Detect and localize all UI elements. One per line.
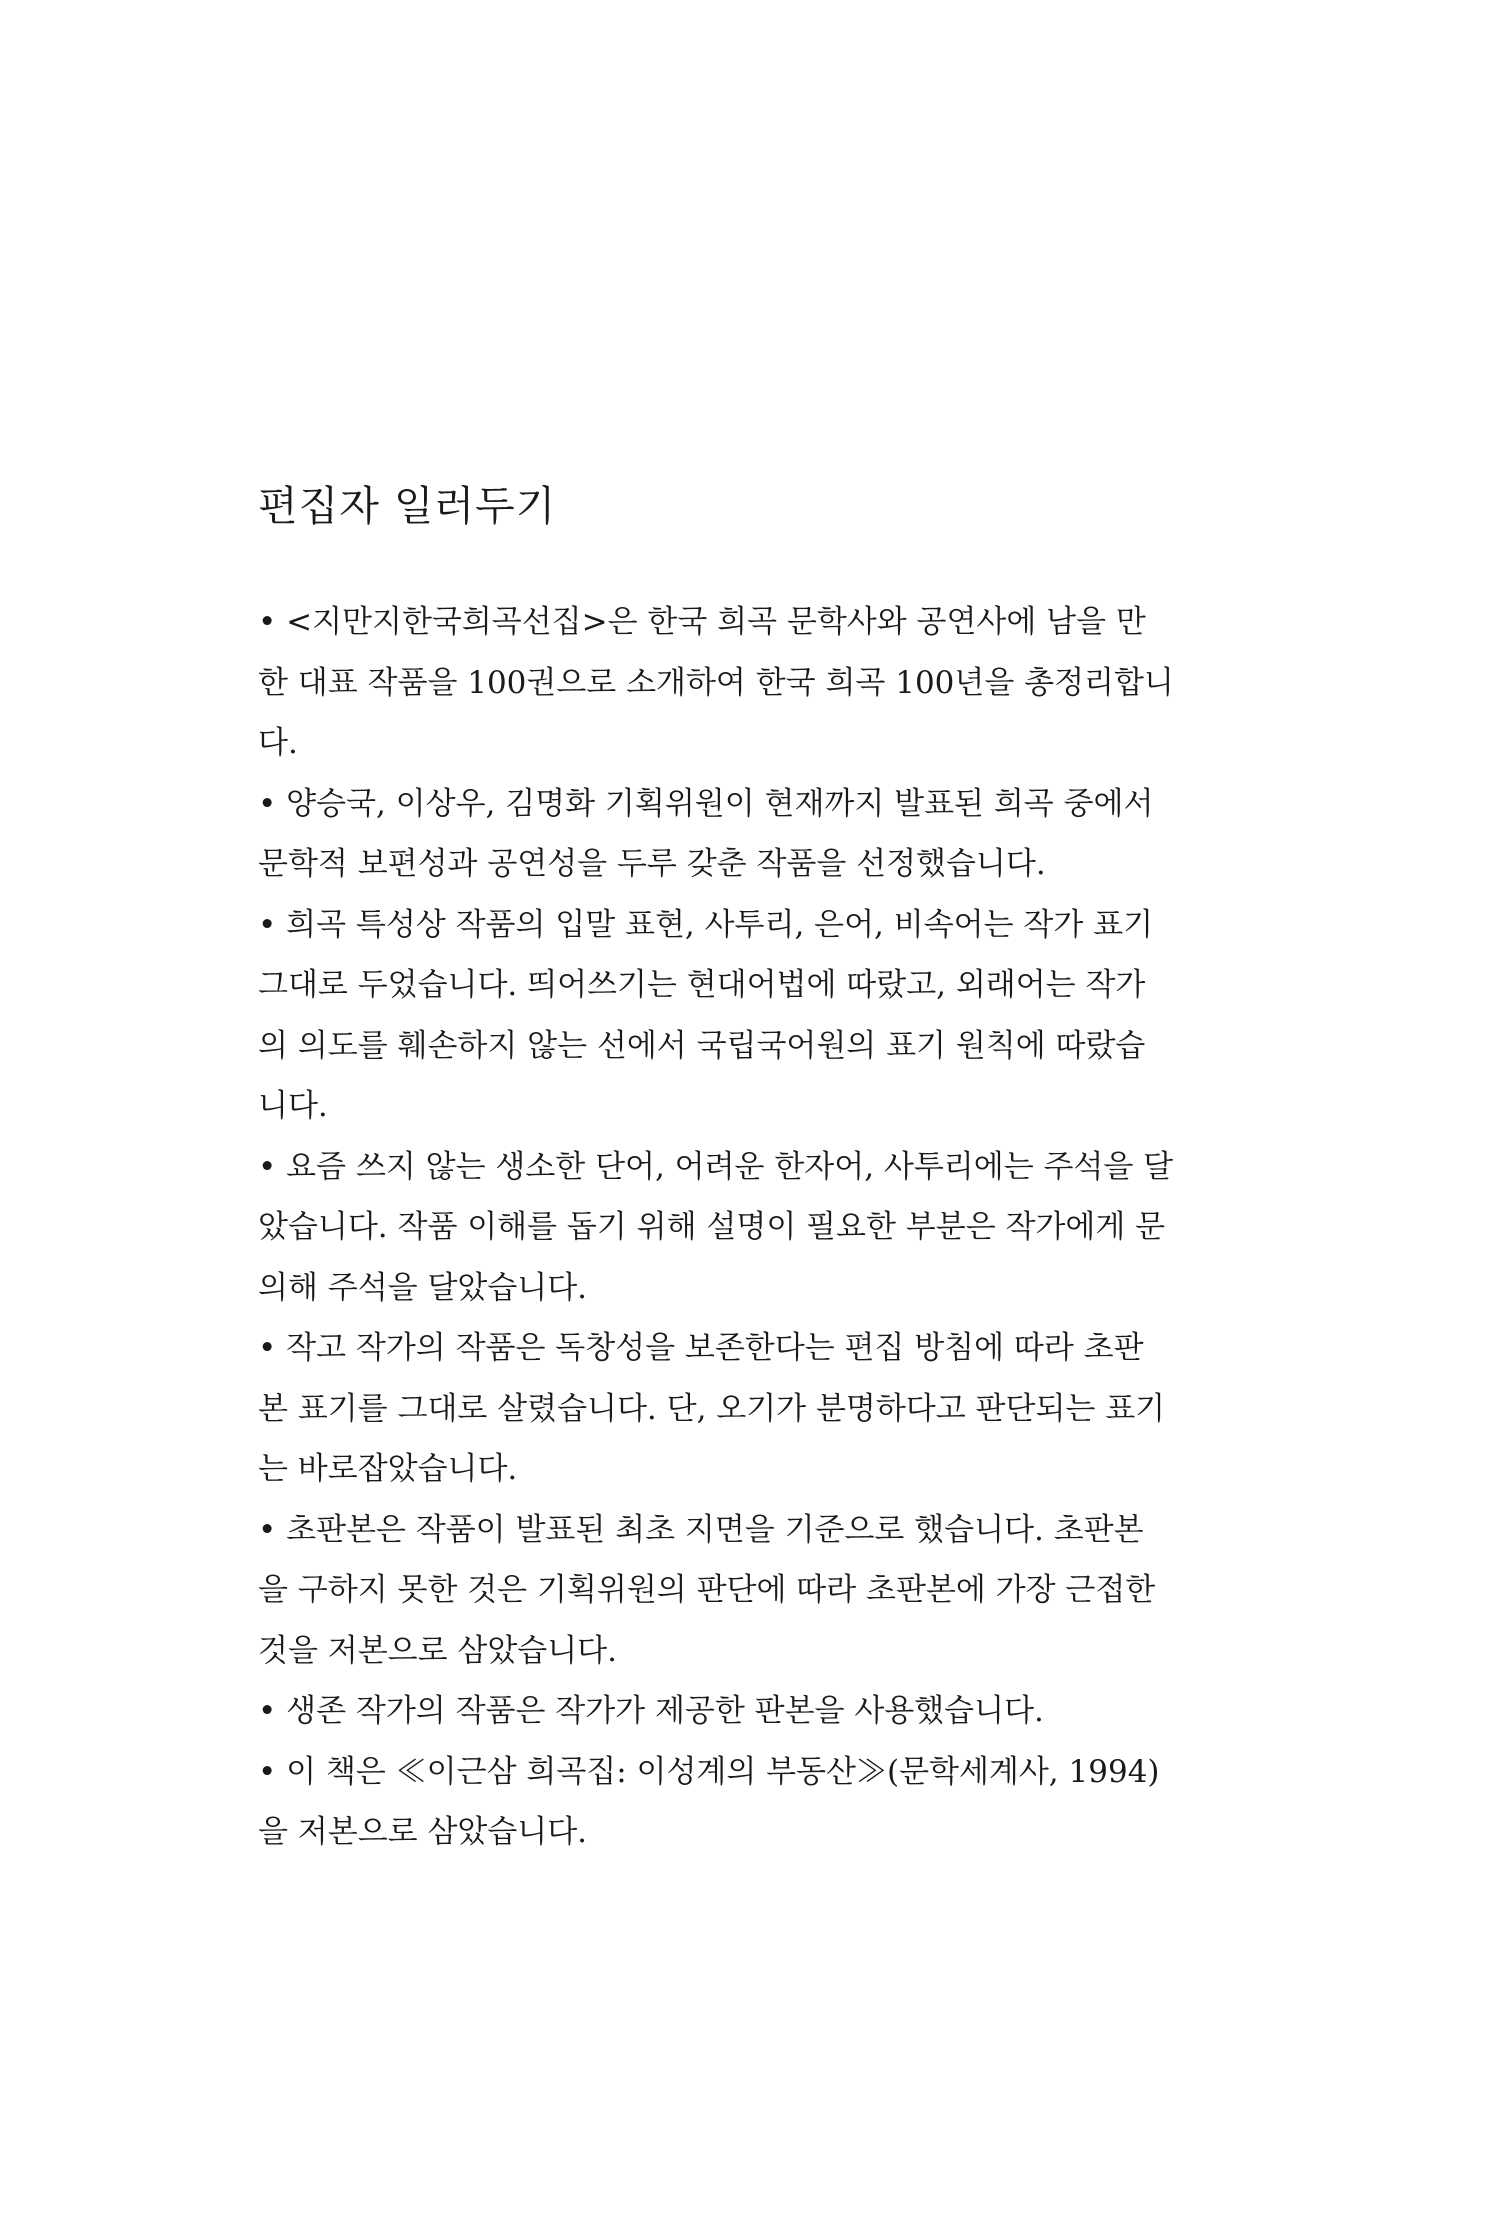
note-line: 을 저본으로 삼았습니다. bbox=[258, 1814, 588, 1850]
note-line: • 작고 작가의 작품은 독창성을 보존한다는 편집 방침에 따라 초판 bbox=[258, 1330, 1144, 1366]
note-line: 의해 주석을 달았습니다. bbox=[258, 1269, 588, 1306]
note-item bbox=[258, 1681, 1258, 1742]
note-item bbox=[258, 895, 1258, 1137]
note-line: • 양승국, 이상우, 김명화 기획위원이 현재까지 발표된 희곡 중에서 bbox=[258, 785, 1154, 822]
note-item bbox=[258, 774, 1258, 895]
note-item bbox=[258, 592, 1258, 774]
note-line: • 생존 작가의 작품은 작가가 제공한 판본을 사용했습니다. bbox=[258, 1693, 1044, 1729]
note-item bbox=[258, 1137, 1258, 1319]
note-line: 것을 저본으로 삼았습니다. bbox=[258, 1632, 617, 1669]
note-line: • <지만지한국희곡선집>은 한국 희곡 문학사와 공연사에 남을 만 bbox=[258, 604, 1146, 640]
note-item bbox=[258, 1318, 1258, 1500]
note-line: 다. bbox=[258, 725, 298, 761]
note-line: 니다. bbox=[258, 1088, 328, 1124]
note-item bbox=[258, 1500, 1258, 1682]
note-line: • 희곡 특성상 작품의 입말 표현, 사투리, 은어, 비속어는 작가 표기 bbox=[258, 906, 1154, 943]
note-line: 문학적 보편성과 공연성을 두루 갖춘 작품을 선정했습니다. bbox=[258, 846, 1046, 882]
note-line: • 초판본은 작품이 발표된 최초 지면을 기준으로 했습니다. 초판본 bbox=[258, 1511, 1144, 1548]
editor-notes-list bbox=[258, 592, 1258, 1863]
note-line: • 요즘 쓰지 않는 생소한 단어, 어려운 한자어, 사투리에는 주석을 달 bbox=[258, 1148, 1174, 1185]
note-line: • 이 책은 ≪이근삼 희곡집: 이성계의 부동산≫(문학세계사, 1994) bbox=[258, 1753, 1160, 1790]
note-line: 그대로 두었습니다. 띄어쓰기는 현대어법에 따랐고, 외래어는 작가 bbox=[258, 967, 1146, 1003]
note-line: 았습니다. 작품 이해를 돕기 위해 설명이 필요한 부분은 작가에게 문 bbox=[258, 1209, 1166, 1245]
note-line: 의 의도를 훼손하지 않는 선에서 국립국어원의 표기 원칙에 따랐습 bbox=[258, 1027, 1146, 1064]
note-line: 는 바로잡았습니다. bbox=[258, 1451, 518, 1487]
page-title: 편집자 일러두기 bbox=[258, 482, 557, 530]
note-line: 본 표기를 그대로 살렸습니다. 단, 오기가 분명하다고 판단되는 표기 bbox=[258, 1390, 1166, 1427]
note-line: 을 구하지 못한 것은 기획위원의 판단에 따라 초판본에 가장 근접한 bbox=[258, 1572, 1156, 1608]
note-item bbox=[258, 1742, 1258, 1863]
note-line: 한 대표 작품을 100권으로 소개하여 한국 희곡 100년을 총정리합니 bbox=[258, 664, 1174, 701]
